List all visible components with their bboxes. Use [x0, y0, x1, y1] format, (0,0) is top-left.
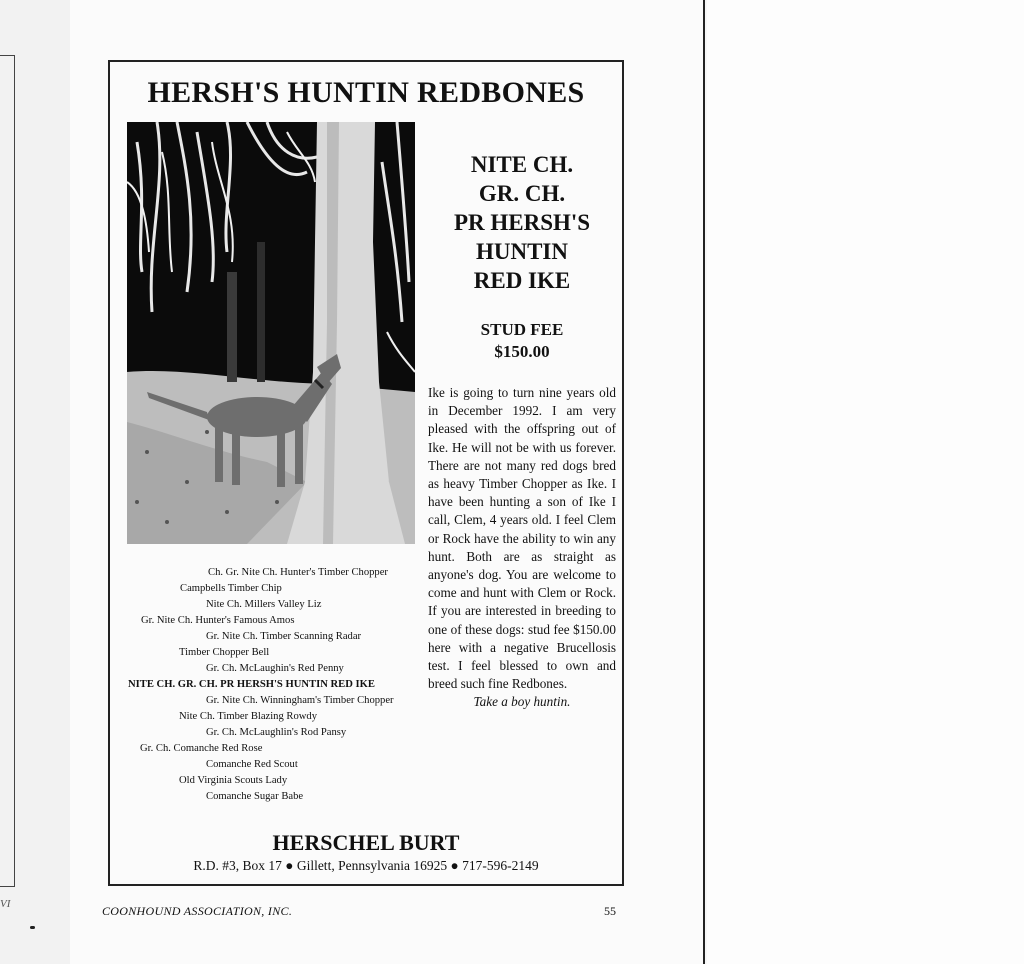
pedigree-entry: Gr. Ch. Comanche Red Rose — [140, 743, 263, 754]
dog-name-line: NITE CH. — [470, 152, 574, 177]
pedigree-entry: Gr. Nite Ch. Winningham's Timber Chopper — [206, 695, 394, 706]
ad-body-text — [428, 384, 616, 712]
pedigree-entry: Comanche Red Scout — [206, 759, 298, 770]
magazine-page — [70, 0, 705, 964]
pedigree-entry: Gr. Nite Ch. Hunter's Famous Amos — [141, 615, 295, 626]
dog-name-line: RED IKE — [473, 268, 571, 293]
dog-name-line: GR. CH. — [478, 181, 566, 206]
pedigree-entry: Comanche Sugar Babe — [206, 791, 304, 802]
left-page-border — [0, 55, 15, 887]
pedigree-entry: Nite Ch. Timber Blazing Rowdy — [179, 711, 318, 722]
stud-fee — [428, 319, 616, 363]
stud-fee-value: $150.00 — [494, 342, 550, 361]
pedigree-entry: Campbells Timber Chip — [180, 583, 282, 594]
dog-title-column — [428, 150, 616, 363]
ad-body-paragraph: Ike is going to turn nine years old in December 1992. I am very pleased with the offspring out of Ike. He will not be with us forever. There are not many red dogs bred as heavy Timber Chopper as Ike. I have been hunting a son of Ike I call, Clem, 4 years old. I feel Clem or Rock have the ability to win any hunt. Both are as straight as anyone's dog. You are welcome to come and hunt with Clem or Rock. If you are interested in breeding to one of these dogs: stud fee $150.00 here with a negative Brucellosis test. I feel blessed to own and breed such fine Redbones. — [428, 385, 616, 692]
dog-name — [428, 150, 616, 295]
page-number: 55 — [604, 904, 616, 918]
dog-photo-illustration — [127, 122, 415, 544]
pedigree-entry: Nite Ch. Millers Valley Liz — [206, 599, 322, 610]
pedigree-entry: Gr. Ch. McLaughlin's Rod Pansy — [206, 727, 347, 738]
blank-scan-area — [707, 0, 1024, 964]
ad-signoff: Take a boy huntin. — [473, 694, 571, 710]
ad-title: HERSH'S HUNTIN REDBONES — [147, 76, 585, 109]
dog-name-line: HUNTIN — [475, 239, 568, 264]
pedigree-entry: Gr. Ch. McLaughin's Red Penny — [206, 663, 344, 674]
owner-address: R.D. #3, Box 17 ● Gillett, Pennsylvania 16925 ● 717-596-2149 — [193, 858, 539, 873]
pedigree-entry: Timber Chopper Bell — [179, 647, 270, 658]
ink-speck — [30, 926, 35, 929]
pedigree-entry: Gr. Nite Ch. Timber Scanning Radar — [206, 631, 362, 642]
stud-fee-label: STUD FEE — [480, 320, 564, 339]
dog-treeing-photo — [127, 122, 415, 544]
pedigree-entry: Ch. Gr. Nite Ch. Hunter's Timber Chopper — [208, 567, 388, 578]
advertisement-box — [108, 60, 624, 886]
left-page-edge-text: VI — [0, 898, 11, 910]
publisher-footer: COONHOUND ASSOCIATION, INC. — [102, 904, 293, 918]
dog-name-line: PR HERSH'S — [453, 210, 591, 235]
pedigree-entry: Old Virginia Scouts Lady — [179, 775, 288, 786]
pedigree-entry-subject: NITE CH. GR. CH. PR HERSH'S HUNTIN RED IKE — [128, 679, 375, 690]
owner-name: HERSCHEL BURT — [272, 830, 460, 855]
left-page-edge — [0, 0, 70, 964]
